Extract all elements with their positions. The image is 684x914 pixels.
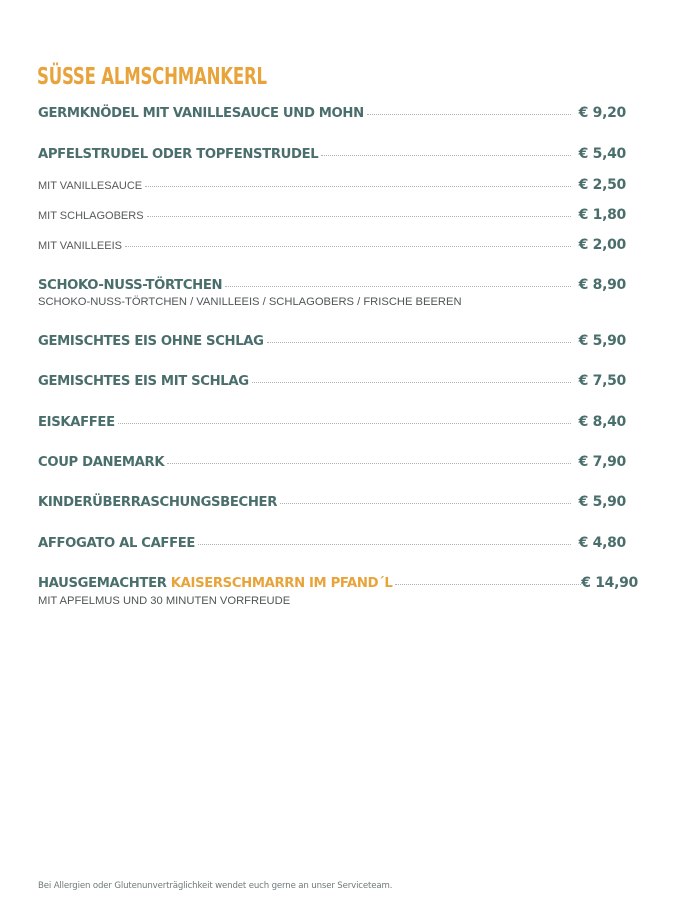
item-price: € 5,40 [578, 146, 626, 162]
item-price: € 5,90 [578, 494, 626, 510]
extra-price: € 2,50 [578, 177, 626, 193]
dot-leader [225, 286, 570, 287]
item-name: GEMISCHTES EIS MIT SCHLAG [38, 374, 249, 389]
item-price: € 14,90 [581, 575, 638, 591]
dot-leader [125, 246, 571, 247]
item-description: SCHOKO-NUSS-TÖRTCHEN / VANILLEEIS / SCHLAGOBERS / FRISCHE BEEREN [38, 296, 462, 308]
menu-item [38, 277, 626, 293]
item-price: € 9,20 [578, 105, 626, 121]
menu-item [38, 146, 626, 162]
dot-leader [118, 423, 571, 424]
menu-item [38, 414, 626, 430]
item-name: COUP DANEMARK [38, 455, 165, 470]
dot-leader [280, 503, 571, 504]
dot-leader [198, 544, 571, 545]
allergy-note: Bei Allergien oder Glutenunverträglichkeit wendet euch gerne an unser Serviceteam. [38, 881, 393, 891]
menu-item [38, 373, 626, 389]
item-price: € 7,90 [578, 454, 626, 470]
extra-name: MIT VANILLESAUCE [38, 180, 143, 192]
dot-leader [395, 584, 581, 585]
extra-price: € 1,80 [578, 207, 626, 223]
extra-name: MIT VANILLEEIS [38, 240, 122, 252]
item-description: MIT APFELMUS UND 30 MINUTEN VORFREUDE [38, 595, 291, 607]
item-name-prefix: HAUSGEMACHTER [38, 576, 171, 591]
section-title: SÜSSE ALMSCHMANKERL [37, 64, 267, 90]
item-price: € 8,40 [578, 414, 626, 430]
item-name [38, 576, 392, 591]
dot-leader [167, 463, 570, 464]
menu-item [38, 105, 626, 121]
item-name: GERMKNÖDEL MIT VANILLESAUCE UND MOHN [38, 106, 364, 121]
item-name: AFFOGATO AL CAFFEE [38, 536, 196, 551]
item-price: € 4,80 [578, 535, 626, 551]
menu-extra [38, 237, 626, 253]
item-name-accent: KAISERSCHMARRN IM PFAND´L [170, 576, 393, 591]
dot-leader [267, 342, 571, 343]
menu-item [38, 494, 626, 510]
menu-extra [38, 177, 626, 193]
dot-leader [252, 382, 571, 383]
menu-item [38, 535, 626, 551]
item-name: SCHOKO-NUSS-TÖRTCHEN [38, 278, 223, 293]
menu-item-featured [38, 575, 638, 591]
dot-leader [145, 186, 571, 187]
item-name: APFELSTRUDEL ODER TOPFENSTRUDEL [38, 147, 319, 162]
item-price: € 5,90 [578, 333, 626, 349]
item-name: KINDERÜBERRASCHUNGSBECHER [38, 495, 278, 510]
menu-extra [38, 207, 626, 223]
extra-price: € 2,00 [578, 237, 626, 253]
menu-item [38, 333, 626, 349]
extra-name: MIT SCHLAGOBERS [38, 210, 144, 222]
dot-leader [321, 155, 570, 156]
item-price: € 8,90 [578, 277, 626, 293]
dot-leader [367, 114, 571, 115]
item-name: GEMISCHTES EIS OHNE SCHLAG [38, 334, 264, 349]
item-name: EISKAFFEE [38, 415, 115, 430]
menu-item [38, 454, 626, 470]
item-price: € 7,50 [578, 373, 626, 389]
dot-leader [147, 216, 571, 217]
